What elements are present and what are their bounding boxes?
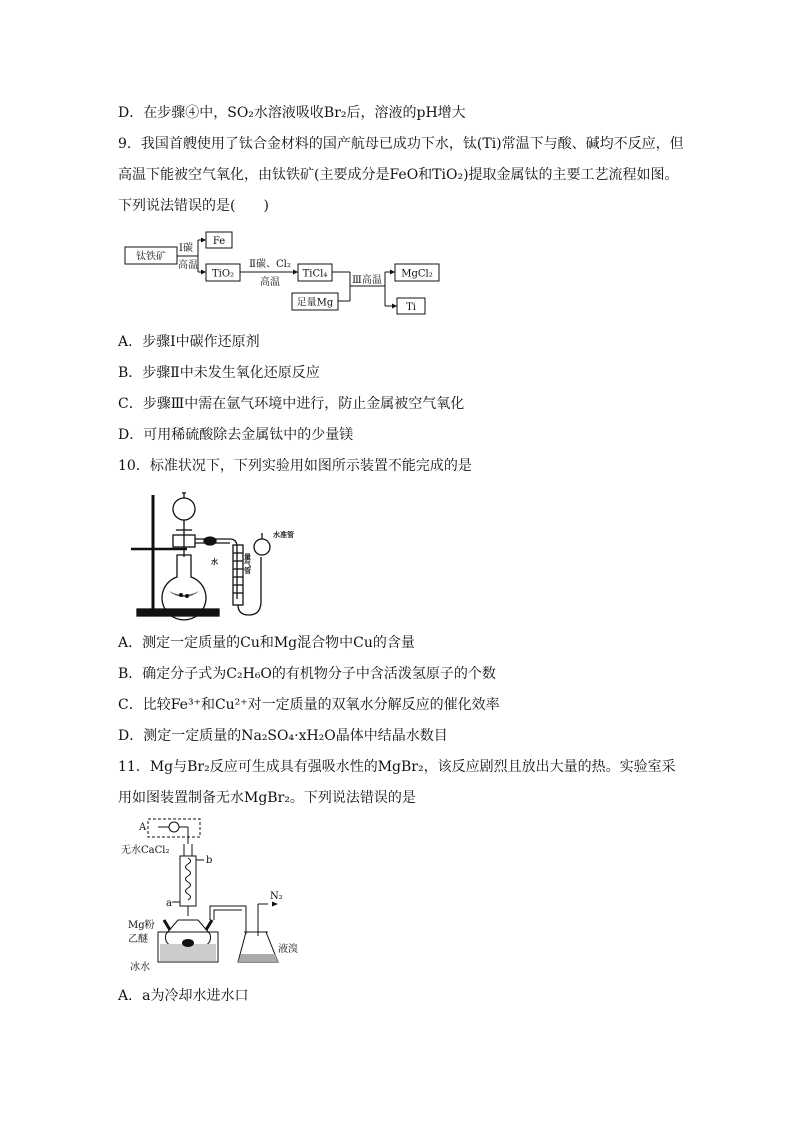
flow-mg: 足量Mg <box>296 297 334 309</box>
flow-step2-bottom: 高温 <box>260 277 280 288</box>
q9-stem-line3: 下列说法错误的是( ) <box>118 198 269 214</box>
q10-stem: 10．标准状况下，下列实验用如图所示装置不能完成的是 <box>118 458 472 474</box>
q11-label-a: a <box>166 898 172 909</box>
q11-label-ether: 乙醚 <box>128 934 148 945</box>
q11-label-A: A <box>139 822 147 833</box>
q11-apparatus-figure <box>118 816 308 976</box>
flow-ore: 钛铁矿 <box>136 251 166 263</box>
q11-stem-line1: 11．Mg与Br₂反应可生成具有强吸水性的MgBr₂，该反应剧烈且放出大量的热。实验室采 <box>118 759 676 775</box>
flow-ticl4: TiCl₄ <box>302 268 328 280</box>
q9-option-c: C．步骤Ⅲ中需在氩气环境中进行，防止金属被空气氧化 <box>118 396 465 412</box>
flow-step1-bottom: 高温 <box>178 260 198 271</box>
q9-stem-line1: 9．我国首艘使用了钛合金材料的国产航母已成功下水，钛(Ti)常温下与酸、碱均不反应，但 <box>118 136 684 152</box>
q11-stem-line2: 用如图装置制备无水MgBr₂。下列说法错误的是 <box>118 790 416 806</box>
q11-option-a: A．a为冷却水进水口 <box>118 988 249 1004</box>
q9-option-b: B．步骤Ⅱ中未发生氧化还原反应 <box>118 365 320 381</box>
q9-stem-line2: 高温下能被空气氧化，由钛铁矿(主要成分是FeO和TiO₂)提取金属钛的主要工艺流程如图。 <box>118 167 679 183</box>
q9-option-d: D．可用稀硫酸除去金属钛中的少量镁 <box>118 427 354 443</box>
q8-option-d: D．在步骤④中，SO₂水溶液吸收Br₂后，溶液的pH增大 <box>118 105 466 121</box>
q10-label-gas-burette: 量气管 <box>243 553 253 574</box>
q11-label-ice-water: 冰水 <box>130 962 150 973</box>
flow-step1-top: Ⅰ碳 <box>179 243 193 254</box>
q9-flow-diagram <box>120 228 450 318</box>
q11-label-b: b <box>206 855 213 866</box>
q9-option-a: A．步骤Ⅰ中碳作还原剂 <box>118 334 260 350</box>
flow-tio2: TiO₂ <box>211 268 235 280</box>
q11-label-n2: N₂ <box>270 891 283 902</box>
q10-apparatus-figure <box>125 487 295 622</box>
q10-label-water: 水 <box>211 557 218 566</box>
q10-option-a: A．测定一定质量的Cu和Mg混合物中Cu的含量 <box>118 635 415 651</box>
flow-step2-top: Ⅱ碳、Cl₂ <box>249 259 291 270</box>
q10-label-water-tube: 水准管 <box>273 530 294 539</box>
q10-option-c: C．比较Fe³⁺和Cu²⁺对一定质量的双氧水分解反应的催化效率 <box>118 697 500 713</box>
flow-mgcl2: MgCl₂ <box>401 268 433 280</box>
q11-label-cacl2: 无水CaCl₂ <box>121 845 170 856</box>
flow-ti: Ti <box>406 302 416 313</box>
flow-step3: Ⅲ高温 <box>352 275 382 286</box>
q11-label-mg-powder: Mg粉 <box>128 920 155 931</box>
flow-fe: Fe <box>212 236 226 247</box>
q10-option-b: B．确定分子式为C₂H₆O的有机物分子中含活泼氢原子的个数 <box>118 666 496 682</box>
q10-option-d: D．测定一定质量的Na₂SO₄·xH₂O晶体中结晶水数目 <box>118 728 448 744</box>
q11-label-liquid-br: 液溴 <box>278 944 298 955</box>
